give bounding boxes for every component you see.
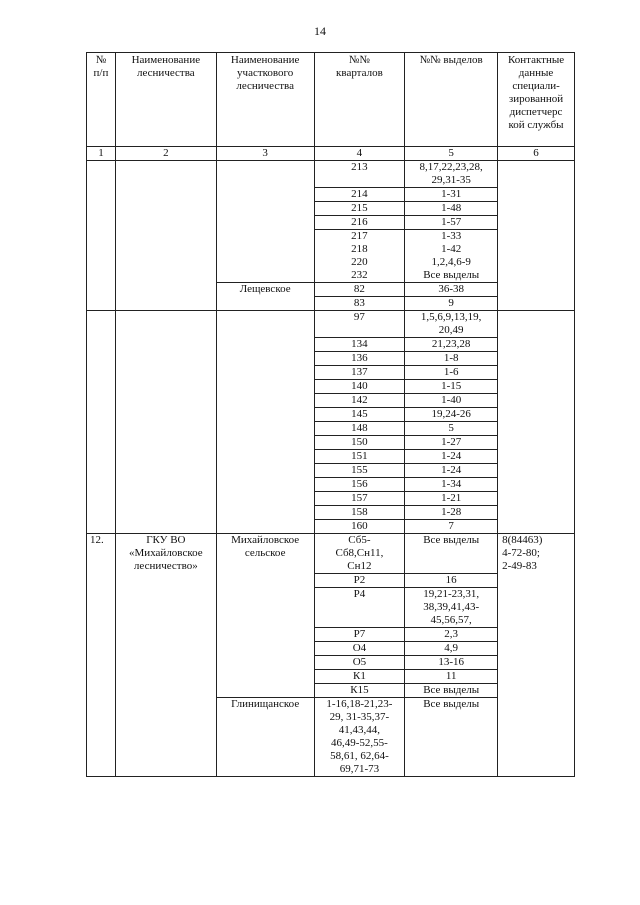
cell-quarter: О5 [314,656,405,670]
cell-plots: 1-48 [405,202,498,216]
cell-plots: 19,21-23,31, 38,39,41,43- 45,56,57, [405,588,498,628]
cell-plots: 1-24 [405,450,498,464]
cell-plots: 1-31 [405,188,498,202]
cell-quarter: 156 [314,478,405,492]
cell-plots: 2,3 [405,628,498,642]
cell-plots: 1-6 [405,366,498,380]
column-index: 6 [498,147,575,161]
header-contacts: Контактные данные специали- зированной диспетчерс кой службы [498,53,575,147]
forestry-table [86,52,575,777]
cell-quarter: 216 [314,216,405,230]
cell-quarter: О4 [314,642,405,656]
cell-forestry-empty [115,161,216,311]
cell-contact-empty [498,311,575,534]
cell-plots: 19,24-26 [405,408,498,422]
cell-quarter: 213 [314,161,405,188]
cell-quarter: К1 [314,670,405,684]
cell-plots: 1-24 [405,464,498,478]
cell-quarter: 83 [314,297,405,311]
column-index: 4 [314,147,405,161]
cell-quarter: 150 [314,436,405,450]
cell-plots: 1,5,6,9,13,19, 20,49 [405,311,498,338]
cell-quarter: 145 [314,408,405,422]
header-district: Наименование участкового лесничества [216,53,314,147]
cell-plots: 1-28 [405,506,498,520]
cell-plots: 8,17,22,23,28, 29,31-35 [405,161,498,188]
column-index: 1 [87,147,116,161]
cell-contact-empty [498,161,575,311]
column-index: 3 [216,147,314,161]
cell-quarter: 160 [314,520,405,534]
cell-quarter: 155 [314,464,405,478]
cell-quarter: 142 [314,394,405,408]
cell-quarter: 215 [314,202,405,216]
cell-quarter: Р4 [314,588,405,628]
header-quarters: №№ кварталов [314,53,405,147]
cell-plots: 9 [405,297,498,311]
cell-quarter: 140 [314,380,405,394]
table-row [87,161,575,188]
cell-plots: 1-33 1-42 1,2,4,6-9 Все выделы [405,230,498,283]
cell-num: 12. [87,534,116,777]
page-number: 14 [314,24,326,38]
cell-quarter: 151 [314,450,405,464]
cell-district: Лещевское [216,283,314,311]
cell-district: Глинищанское [216,698,314,777]
cell-district-empty [216,161,314,283]
cell-plots: 13-16 [405,656,498,670]
table-row [87,311,575,338]
cell-plots: 1-21 [405,492,498,506]
header-num: № п/п [87,53,116,147]
table-header-row [87,53,575,147]
cell-plots: Все выделы [405,534,498,574]
cell-num-empty [87,161,116,311]
cell-quarter: 136 [314,352,405,366]
column-index: 5 [405,147,498,161]
cell-num-empty [87,311,116,534]
cell-quarter: Сб5- Сб8,Сн11, Сн12 [314,534,405,574]
cell-quarter: 1-16,18-21,23- 29, 31-35,37- 41,43,44, 46,49-52,55- 58,61, 62,64- 69,71-73 [314,698,405,777]
cell-plots: 4,9 [405,642,498,656]
cell-forestry-empty [115,311,216,534]
header-plots: №№ выделов [405,53,498,147]
cell-plots: 1-15 [405,380,498,394]
cell-quarter: 148 [314,422,405,436]
cell-plots: 21,23,28 [405,338,498,352]
cell-district-empty [216,311,314,534]
cell-quarter: 217 218 220 232 [314,230,405,283]
cell-quarter: 158 [314,506,405,520]
cell-district: Михайловское сельское [216,534,314,698]
column-index: 2 [115,147,216,161]
cell-plots: 1-27 [405,436,498,450]
cell-contact: 8(84463) 4-72-80; 2-49-83 [498,534,575,777]
cell-plots: 1-40 [405,394,498,408]
cell-plots: 11 [405,670,498,684]
cell-quarter: 137 [314,366,405,380]
table-row [87,534,575,574]
cell-quarter: 97 [314,311,405,338]
column-index-row [87,147,575,161]
cell-plots: 1-8 [405,352,498,366]
cell-forestry: ГКУ ВО «Михайловское лесничество» [115,534,216,777]
cell-quarter: Р7 [314,628,405,642]
cell-quarter: К15 [314,684,405,698]
cell-plots: 36-38 [405,283,498,297]
cell-plots: 16 [405,574,498,588]
cell-plots: 7 [405,520,498,534]
cell-quarter: Р2 [314,574,405,588]
cell-plots: Все выделы [405,684,498,698]
cell-quarter: 214 [314,188,405,202]
cell-quarter: 157 [314,492,405,506]
cell-quarter: 82 [314,283,405,297]
cell-plots: 1-34 [405,478,498,492]
cell-plots: 1-57 [405,216,498,230]
cell-plots: Все выделы [405,698,498,777]
cell-plots: 5 [405,422,498,436]
header-forestry: Наименование лесничества [115,53,216,147]
cell-quarter: 134 [314,338,405,352]
